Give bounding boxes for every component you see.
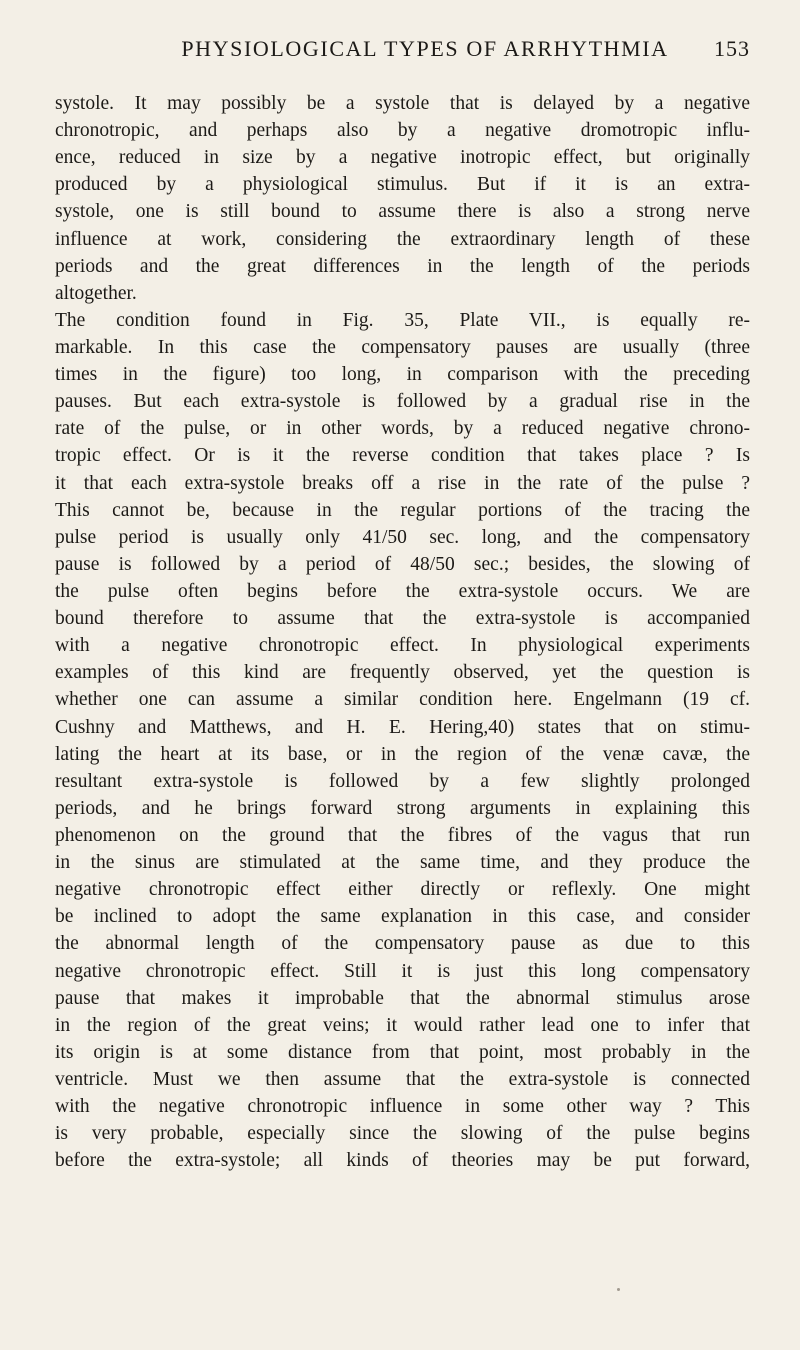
text-line: bound therefore to assume that the extra-systole is accompanied [55, 608, 750, 630]
text-line: rate of the pulse, or in other words, by a reduced negative chrono- [55, 418, 750, 440]
text-line: in the region of the great veins; it would rather lead one to infer that [55, 1014, 750, 1036]
text-line: whether one can assume a similar condition here. Engelmann (19 cf. [55, 689, 750, 711]
text-line: pause that makes it improbable that the abnormal stimulus arose [55, 987, 750, 1009]
text-line: phenomenon on the ground that the fibres of the vagus that run [55, 824, 750, 846]
text-line: be inclined to adopt the same explanation in this case, and consider [55, 906, 750, 928]
text-line: pulse period is usually only 41/50 sec. long, and the compensatory [55, 526, 750, 548]
text-line: markable. In this case the compensatory pauses are usually (three [55, 336, 750, 358]
text-line: in the sinus are stimulated at the same time, and they produce the [55, 852, 750, 874]
text-line: systole, one is still bound to assume there is also a strong nerve [55, 201, 750, 223]
text-line: times in the figure) too long, in comparison with the preceding [55, 364, 750, 386]
print-speck [617, 1288, 620, 1291]
text-line: its origin is at some distance from that point, most probably in the [55, 1041, 750, 1063]
body-text [55, 90, 750, 1320]
text-line: is very probable, especially since the slowing of the pulse begins [55, 1123, 750, 1145]
text-line: ventricle. Must we then assume that the extra-systole is connected [55, 1068, 750, 1090]
text-line: periods, and he brings forward strong arguments in explaining this [55, 797, 750, 819]
text-line: tropic effect. Or is it the reverse condition that takes place ? Is [55, 445, 750, 467]
running-head [100, 36, 750, 76]
text-line: systole. It may possibly be a systole that is delayed by a negative [55, 93, 750, 114]
text-line: pause is followed by a period of 48/50 sec.; besides, the slowing of [55, 553, 750, 575]
text-line: periods and the great differences in the length of the periods [55, 255, 750, 277]
text-line: The condition found in Fig. 35, Plate VII., is equally re- [55, 309, 750, 331]
text-line: before the extra-systole; all kinds of theories may be put forward, [55, 1150, 750, 1172]
text-line: the pulse often begins before the extra-systole occurs. We are [55, 580, 750, 602]
text-line: This cannot be, because in the regular portions of the tracing the [55, 499, 750, 521]
text-line: with a negative chronotropic effect. In physiological experiments [55, 635, 750, 657]
text-line: produced by a physiological stimulus. But if it is an extra- [55, 174, 750, 196]
text-line: the abnormal length of the compensatory pause as due to this [55, 933, 750, 955]
text-line: examples of this kind are frequently observed, yet the question is [55, 662, 750, 684]
text-line: it that each extra-systole breaks off a rise in the rate of the pulse ? [55, 472, 750, 494]
text-line: Cushny and Matthews, and H. E. Hering,40) states that on stimu- [55, 716, 750, 738]
text-line: chronotropic, and perhaps also by a negative dromotropic influ- [55, 120, 750, 142]
text-line: influence at work, considering the extraordinary length of these [55, 228, 750, 250]
text-line: with the negative chronotropic influence in some other way ? This [55, 1096, 750, 1118]
text-line: resultant extra-systole is followed by a few slightly prolonged [55, 770, 750, 792]
text-line: negative chronotropic effect. Still it is just this long compensatory [55, 960, 750, 982]
text-line: altogether. [55, 282, 137, 304]
text-line: negative chronotropic effect either directly or reflexly. One might [55, 879, 750, 901]
page-number: 153 [714, 36, 750, 61]
running-title: PHYSIOLOGICAL TYPES OF ARRHYTHMIA [181, 36, 669, 61]
text-line: lating the heart at its base, or in the region of the venæ cavæ, the [55, 743, 750, 765]
text-line: ence, reduced in size by a negative inotropic effect, but originally [55, 147, 750, 169]
text-line: pauses. But each extra-systole is followed by a gradual rise in the [55, 391, 750, 413]
